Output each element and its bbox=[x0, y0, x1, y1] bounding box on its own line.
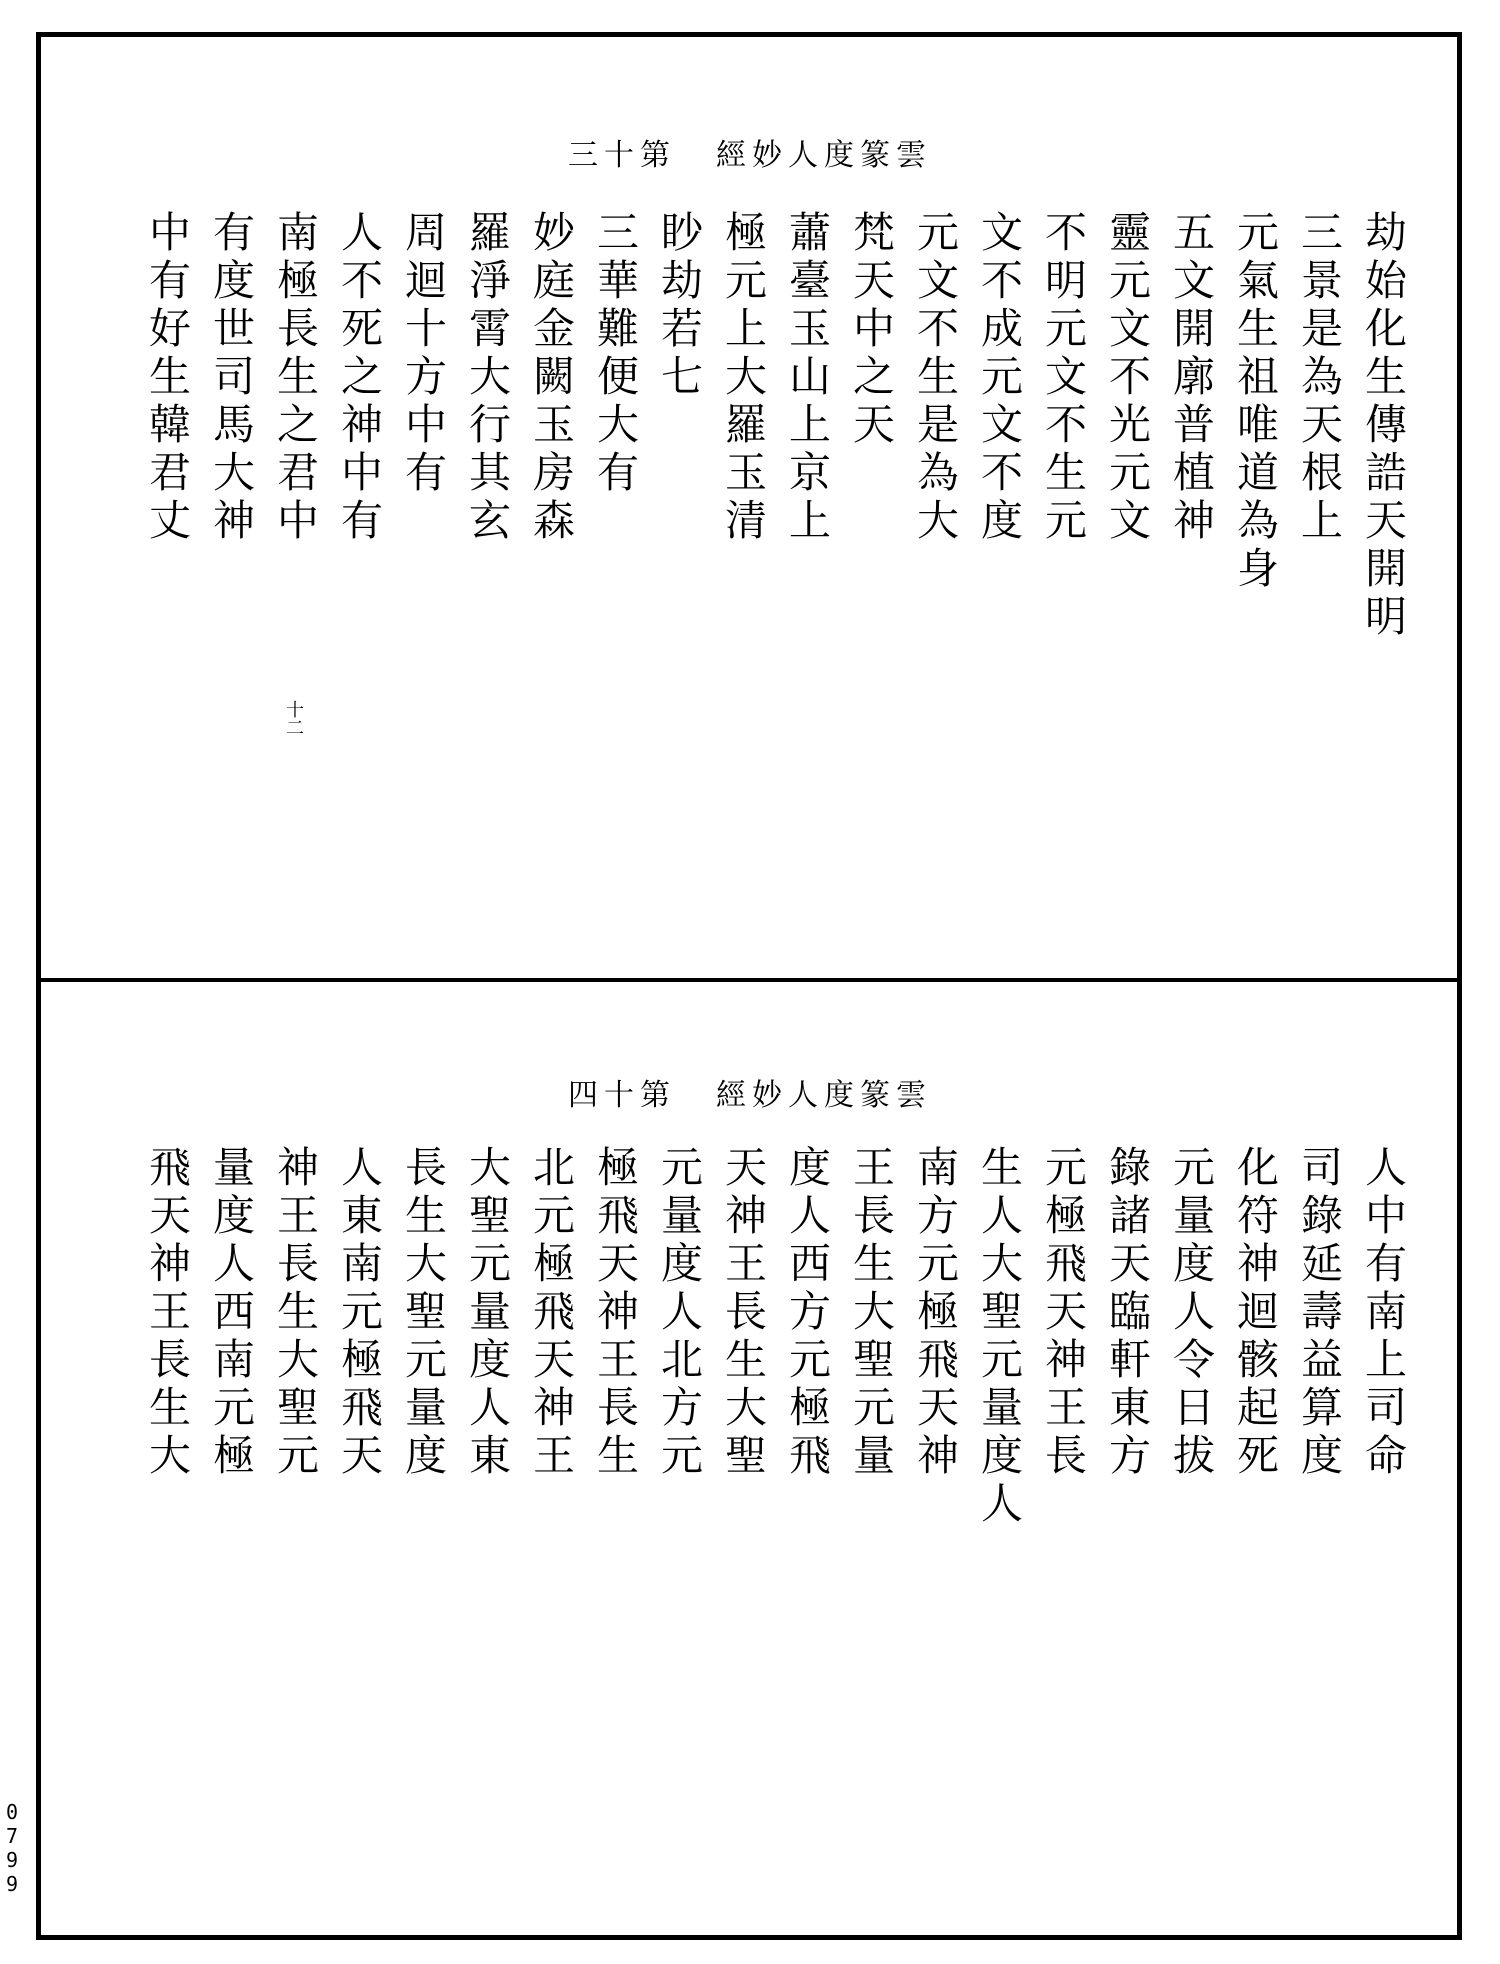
text-column: 羅淨霄大行其玄 bbox=[463, 210, 512, 546]
text-column: 有度世司馬大神 bbox=[207, 210, 256, 546]
panel-divider bbox=[36, 978, 1462, 982]
bottom-chapter-label: 四十第 bbox=[568, 1078, 676, 1113]
text-column: 人中有南上司命 bbox=[1359, 1145, 1408, 1481]
text-column: 王長生大聖元量 bbox=[847, 1145, 896, 1481]
text-column: 梵天中之天 bbox=[847, 210, 896, 450]
text-column: 化符神迴骸起死 bbox=[1231, 1145, 1280, 1481]
text-column: 元量度人北方元 bbox=[655, 1145, 704, 1481]
text-column: 南極長生之君中 bbox=[271, 210, 320, 546]
text-column: 度人西方元極飛 bbox=[783, 1145, 832, 1481]
text-column: 眇劫若七 bbox=[655, 210, 704, 402]
text-column: 司錄延壽益算度 bbox=[1295, 1145, 1344, 1481]
text-column: 劫始化生傳誥天開明 bbox=[1359, 210, 1408, 642]
text-column: 南方元極飛天神 bbox=[911, 1145, 960, 1481]
bottom-text-columns bbox=[140, 1145, 1410, 1895]
text-column: 元文不生是為大 bbox=[911, 210, 960, 546]
top-sutra-title: 經妙人度篆雲 bbox=[716, 138, 932, 173]
text-column: 極飛天神王長生 bbox=[591, 1145, 640, 1481]
text-column: 北元極飛天神王 bbox=[527, 1145, 576, 1481]
bottom-panel bbox=[70, 1010, 1430, 1920]
text-column: 不明元文不生元 bbox=[1039, 210, 1088, 546]
text-column: 飛天神王長生大 bbox=[143, 1145, 192, 1481]
text-column: 錄諸天臨軒東方 bbox=[1103, 1145, 1152, 1481]
text-column: 量度人西南元極 bbox=[207, 1145, 256, 1481]
top-text-columns bbox=[140, 210, 1410, 940]
text-column: 元極飛天神王長 bbox=[1039, 1145, 1088, 1481]
text-column: 妙庭金闕玉房森 bbox=[527, 210, 576, 546]
text-column: 元量度人令日拔 bbox=[1167, 1145, 1216, 1481]
text-column: 大聖元量度人東 bbox=[463, 1145, 512, 1481]
text-column: 長生大聖元量度 bbox=[399, 1145, 448, 1481]
top-margin-mark: 十二 bbox=[283, 700, 304, 736]
top-panel-header bbox=[70, 130, 1430, 174]
bottom-sutra-title: 經妙人度篆雲 bbox=[716, 1078, 932, 1113]
page-number: 0799 bbox=[0, 1800, 24, 1896]
text-column: 蕭臺玉山上京上 bbox=[783, 210, 832, 546]
text-column: 神王長生大聖元 bbox=[271, 1145, 320, 1481]
text-column: 生人大聖元量度人 bbox=[975, 1145, 1024, 1529]
text-column: 三景是為天根上 bbox=[1295, 210, 1344, 546]
text-column: 人不死之神中有 bbox=[335, 210, 384, 546]
text-column: 文不成元文不度 bbox=[975, 210, 1024, 546]
text-column: 靈元文不光元文 bbox=[1103, 210, 1152, 546]
text-column: 人東南元極飛天 bbox=[335, 1145, 384, 1481]
text-column: 五文開廓普植神 bbox=[1167, 210, 1216, 546]
text-column: 元氣生祖唯道為身 bbox=[1231, 210, 1280, 594]
bottom-panel-header bbox=[70, 1070, 1430, 1114]
top-chapter-label: 三十第 bbox=[568, 138, 676, 173]
text-column: 天神王長生大聖 bbox=[719, 1145, 768, 1481]
text-column: 中有好生韓君丈 bbox=[143, 210, 192, 546]
top-panel bbox=[70, 60, 1430, 960]
text-column: 周迴十方中有 bbox=[399, 210, 448, 498]
text-column: 三華難便大有 bbox=[591, 210, 640, 498]
text-column: 極元上大羅玉清 bbox=[719, 210, 768, 546]
